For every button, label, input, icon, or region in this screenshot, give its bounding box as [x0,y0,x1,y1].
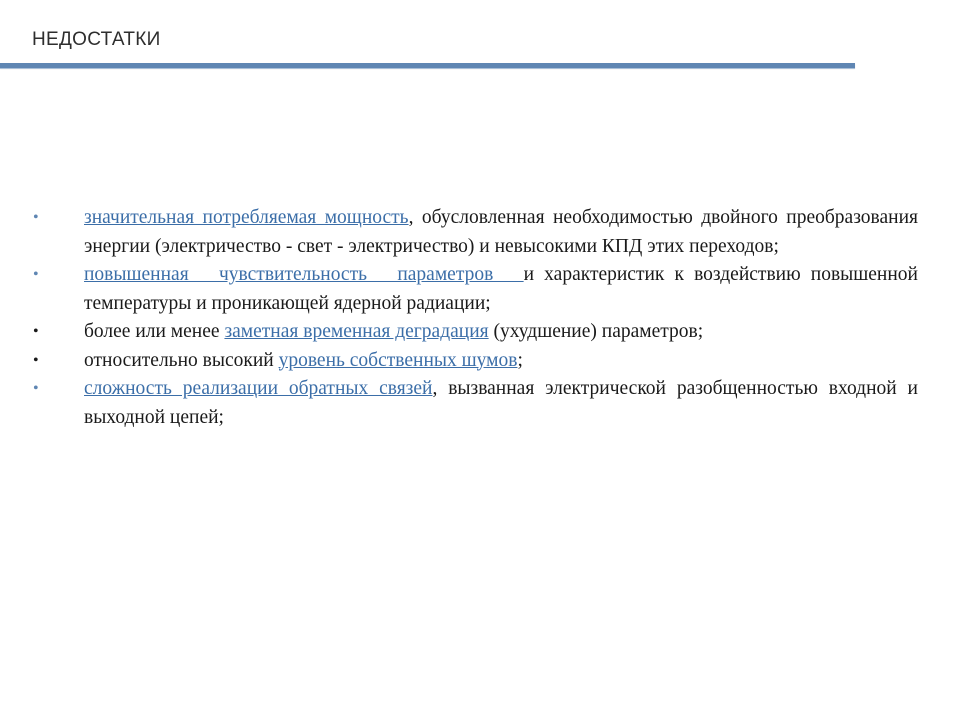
bullet-marker-icon: • [33,209,39,226]
disadvantages-list [33,204,918,432]
list-item-text: , вызванная электрической разобщенностью входной и выходной цепей; [84,378,918,428]
list-item-text: , обусловленная необходимостью двойного преобразования энергии (электричество - свет - электричество) и невысокими КПД этих переходов; [84,207,918,257]
list-item [33,318,918,347]
bullet-marker-icon: • [33,323,39,340]
list-item [33,347,918,376]
bullet-marker-icon: • [33,380,39,397]
bullet-marker-icon: • [33,266,39,283]
link-power-consumption[interactable]: значительная потребляемая мощность [84,207,409,228]
bullet-marker-icon: • [33,351,39,369]
link-feedback-complexity[interactable]: сложность реализации обратных связей [84,378,433,399]
link-noise-level[interactable]: уровень собственных шумов [278,349,518,371]
list-item-text: ; [517,349,523,371]
link-sensitivity[interactable]: повышенная чувствительность параметров [84,264,524,285]
slide-title: НЕДОСТАТКИ [32,29,161,50]
list-item-text-prefix: более или менее [84,321,225,342]
list-item [33,204,918,261]
list-item-text: и характеристик к воздействию повышенной температуры и проникающей ядерной радиации; [84,264,918,314]
list-item [33,375,918,432]
list-item-text-prefix: относительно высокий [84,349,279,371]
title-underline-shadow [0,68,855,69]
list-item-text: (ухудшение) параметров; [488,321,704,342]
list-item [33,261,918,318]
link-degradation[interactable]: заметная временная деградация [224,321,489,342]
